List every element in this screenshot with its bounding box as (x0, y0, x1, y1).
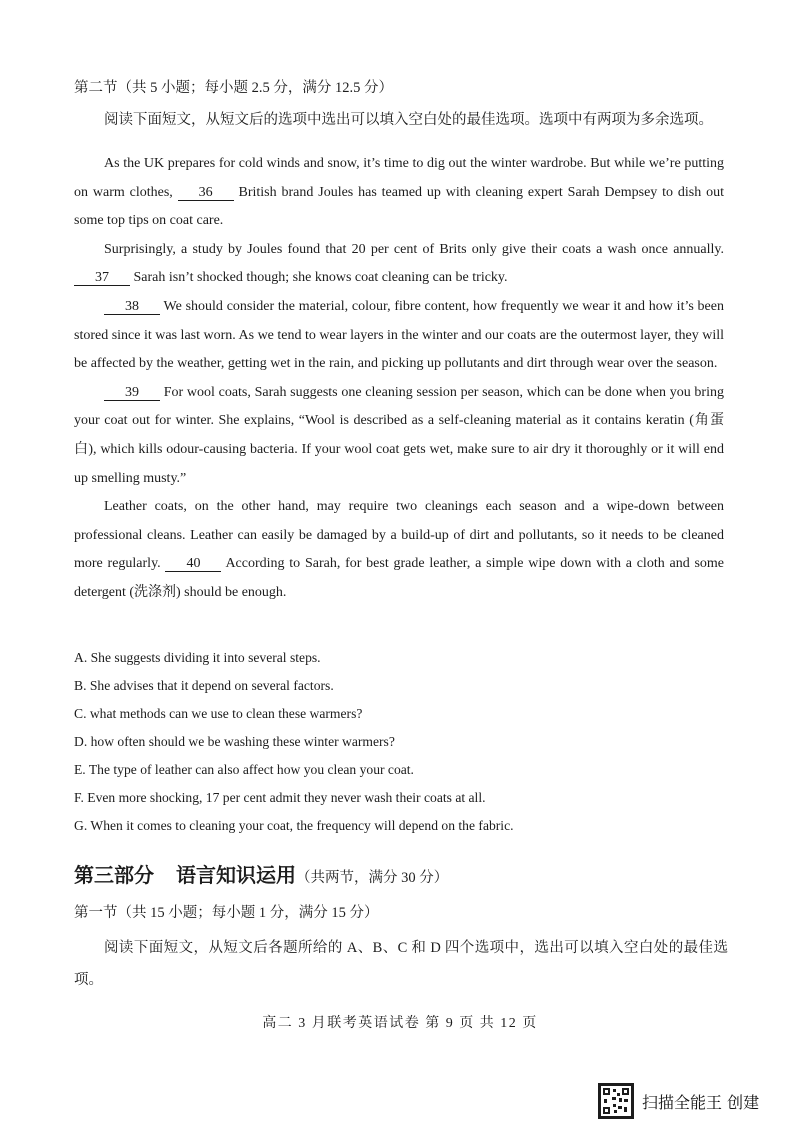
paragraph-text: For wool coats, Sarah suggests one cleaning session per season, which can be done when you bring your coat out for winter. She explains, “Wool is described as a self-cleaning material as it contains keratin (角蛋白), which kills odour-causing bacteria. If your wool coat gets wet, make sure to air dry it thoroughly or it will end up smelling musty.” (74, 384, 724, 486)
part-3-subtitle: （共两节，满分 30 分） (296, 870, 449, 886)
answer-options (74, 644, 734, 840)
paragraph-text: According to Sarah, for best grade leather, a simple wipe down with a cloth and some detergent (洗涤剂) should be enough. (74, 556, 725, 600)
blank-38: 38 (104, 299, 160, 315)
blank-40: 40 (165, 556, 221, 572)
scanner-watermark (598, 1083, 759, 1119)
qr-code-icon (598, 1083, 634, 1119)
option-c: C. what methods can we use to clean these warmers? (74, 706, 363, 721)
page-footer: 高二 3 月联考英语试卷 第 9 页 共 12 页 (262, 1016, 538, 1031)
option-f: F. Even more shocking, 17 per cent admit they never wash their coats at all. (74, 790, 486, 805)
blank-36: 36 (178, 185, 234, 201)
option-e: E. The type of leather can also affect how you clean your coat. (74, 762, 414, 777)
paragraph-text: Leather coats, on the other hand, may require two cleanings each season and a wipe-down between professional cleans. Leather can easily be damaged by a build-up of dirt and pollutants, so it needs to be cleaned more regularly. (74, 499, 724, 572)
part-3-name: 语言知识运用 (176, 865, 296, 887)
part-3-title: 第三部分 (74, 865, 154, 887)
reading-passage (74, 150, 724, 608)
paragraph-2 (74, 236, 724, 293)
paragraph-text: Sarah isn’t shocked though; she knows coat cleaning can be tricky. (133, 270, 508, 286)
section-1-instruction: 阅读下面短文，从短文后各题所给的 A、B、C 和 D 四个选项中，选出可以填入空白处的最佳选项。 (74, 940, 728, 988)
blank-37: 37 (74, 270, 130, 286)
option-a: A. She suggests dividing it into several steps. (74, 650, 321, 665)
blank-39: 39 (104, 385, 160, 401)
section-2-title: 第二节（共 5 小题；每小题 2.5 分，满分 12.5 分） (74, 80, 393, 96)
section-2-instruction: 阅读下面短文，从短文后的选项中选出可以填入空白处的最佳选项。选项中有两项为多余选项。 (104, 112, 713, 128)
paragraph-4 (74, 379, 724, 493)
paragraph-text: Surprisingly, a study by Joules found that 20 per cent of Brits only give their coats a wash once annually. (104, 241, 724, 257)
paragraph-text: British brand Joules has teamed up with cleaning expert Sarah Dempsey to dish out some top tips on coat care. (74, 184, 725, 229)
paragraph-text: We should consider the material, colour, fibre content, how frequently we wear it and how it’s been stored since it was last worn. As we tend to wear layers in the winter and our coats are the outermost layer, they will be affected by the weather, getting wet in the rain, and picking up pollutants and dirt through wear over the season. (74, 298, 724, 372)
section-1-title: 第一节（共 15 小题；每小题 1 分，满分 15 分） (74, 905, 379, 921)
option-b: B. She advises that it depend on several factors. (74, 678, 334, 693)
paragraph-1 (74, 150, 724, 236)
option-d: D. how often should we be washing these winter warmers? (74, 734, 395, 749)
paragraph-text: As the UK prepares for cold winds and snow, it’s time to dig out the winter wardrobe. But while we’re putting on warm clothes, (74, 156, 724, 200)
paragraph-5 (74, 493, 724, 607)
option-g: G. When it comes to cleaning your coat, the frequency will depend on the fabric. (74, 818, 514, 833)
part-3-heading (74, 862, 448, 892)
watermark-text: 扫描全能王 创建 (642, 1092, 760, 1112)
paragraph-3 (74, 293, 724, 379)
